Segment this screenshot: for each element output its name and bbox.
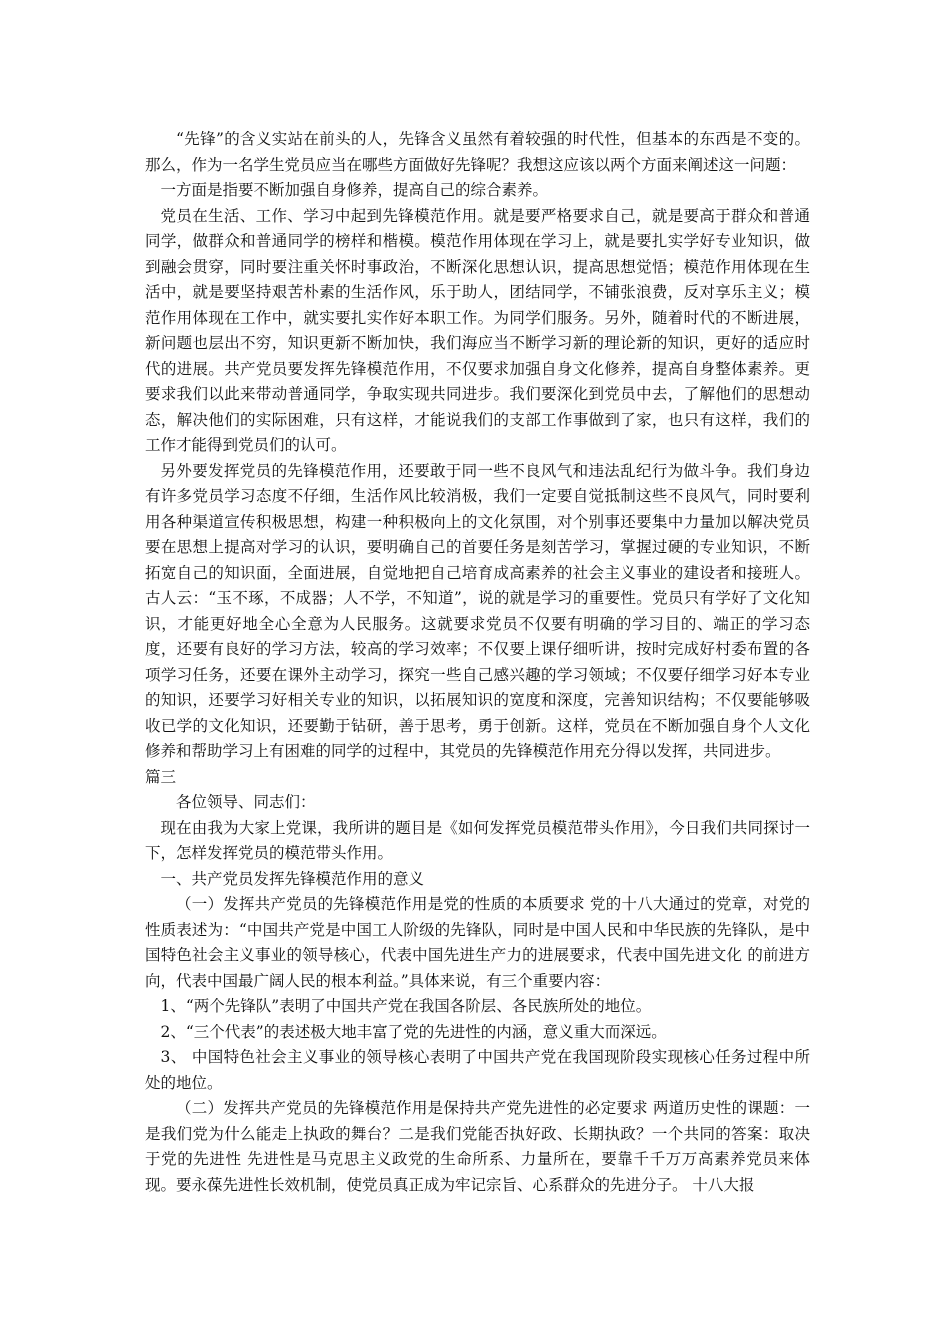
paragraph-struggle-bad-practices: 另外要发挥党员的先锋模范作用，还要敢于同一些不良风气和违法乱纪行为做斗争。我们身边有许多党员学习态度不仔细，生活作风比较消极，我们一定要自觉抵制这些不良风气，同时要利用各种渠道宣传积极思想，构建一种积极向上的文化氛围，对个别事还要集中力量加以解决党员要在思想上提高对学习的认识，要明确自己的首要任务是刻苦学习，掌握过硬的专业知识，不断拓宽自己的知识面，全面进展，自觉地把自己培育成高素养的社会主义事业的建设者和接班人。古人云：“玉不琢，不成器；人不学，不知道”，说的就是学习的重要性。党员只有学好了文化知识，才能更好地全心全意为人民服务。这就要求党员不仅要有明确的学习目的、端正的学习态度，还要有良好的学习方法，较高的学习效率；不仅要上课仔细听讲，按时完成好村委布置的各项学习任务，还要在课外主动学习，探究一些自己感兴趣的学习领域；不仅要仔细学习好本专业的知识，还要学习好相关专业的知识，以拓展知识的宽度和深度，完善知识结构；不仅要能够吸收已学的文化知识，还要勤于钻研，善于思考，勇于创新。这样，党员在不断加强自身个人文化修养和帮助学习上有困难的同学的过程中，其党员的先锋模范作用充分得以发挥，共同进步。 — [145, 461, 810, 760]
heading-significance: 一、共产党员发挥先锋模范作用的意义 — [160, 869, 425, 888]
list-item-three-represents: 2、“三个代表”的表述极大地丰富了党的先进性的内涵，意义重大而深远。 — [160, 1022, 667, 1041]
paragraph-salutation: 各位领导、同志们： — [176, 793, 316, 811]
section-heading-part-three: 篇三 — [145, 767, 177, 786]
paragraph-exemplary-role: 党员在生活、工作、学习中起到先锋模范作用。就是要严格要求自己，就是要高于群众和普通同学，做群众和普通同学的榜样和楷模。模范作用体现在学习上，就是要扎实学好专业知识，做到融会贯穿，同时要注重关怀时事政治，不断深化思想认识，提高思想觉悟；模范作用体现在生活中，就是要坚持艰苦朴素的生活作风，乐于助人，团结同学，不铺张浪费，反对享乐主义；模范作用体现在工作中，就实要扎实作好本职工作。为同学们服务。另外，随着时代的不断进展，新问题也层出不穷，知识更新不断加快，我们海应当不断学习新的理论新的知识，更好的适应时代的进展。共产党员要发挥先锋模范作用，不仅要求加强自身文化修养，提高自身整体素养。更要求我们以此来带动普通同学，争取实现共同进步。我们要深化到党员中去，了解他们的思想动态，解决他们的实际困难，只有这样，才能说我们的支部工作事做到了家，也只有这样，我们的工作才能得到党员们的认可。 — [145, 206, 810, 454]
paragraph-vanguard-meaning: “先锋”的含义实站在前头的人，先锋含义虽然有着较强的时代性，但基本的东西是不变的。那么，作为一名学生党员应当在哪些方面做好先锋呢？我想这应该以两个方面来阐述这一问题： — [145, 130, 810, 174]
paragraph-self-cultivation: 一方面是指要不断加强自身修养，提高自己的综合素养。 — [160, 181, 549, 199]
list-item-leadership-core: 3、 中国特色社会主义事业的领导核心表明了中国共产党在我国现阶段实现核心任务过程中所处的地位。 — [145, 1048, 810, 1092]
list-item-two-vanguards: 1、“两个先锋队”表明了中国共产党在我国各阶层、各民族所处的地位。 — [160, 997, 652, 1015]
paragraph-party-nature: （一）发挥共产党员的先锋模范作用是党的性质的本质要求 党的十八大通过的党章，对党的性质表述为：“中国共产党是中国工人阶级的先锋队，同时是中国人民和中华民族的先锋队，是中国特色社会主义事业的领导核心，代表中国先进生产力的进展要求，代表中国先进文化 的前进方向，代表中国最广阔人民的根本利益。”具体来说，有三个重要内容： — [145, 895, 810, 990]
document-page — [145, 127, 810, 1198]
paragraph-advancement-requirement: （二）发挥共产党员的先锋模范作用是保持共产党先进性的必定要求 两道历史性的课题：一是我们党为什么能走上执政的舞台？二是我们党能否执好政、长期执政？一个共同的答案：取决于党的先进性 先进性是马克思主义政党的生命所系、力量所在，要靠千千万万高素养党员来体现。要永葆先进性长效机制，使党员真正成为牢记宗旨、心系群众的先进分子。 十八大报 — [145, 1099, 810, 1194]
paragraph-lecture-intro: 现在由我为大家上党课，我所讲的题目是《如何发挥党员模范带头作用》，今日我们共同探讨一下，怎样发挥党员的模范带头作用。 — [145, 818, 810, 862]
